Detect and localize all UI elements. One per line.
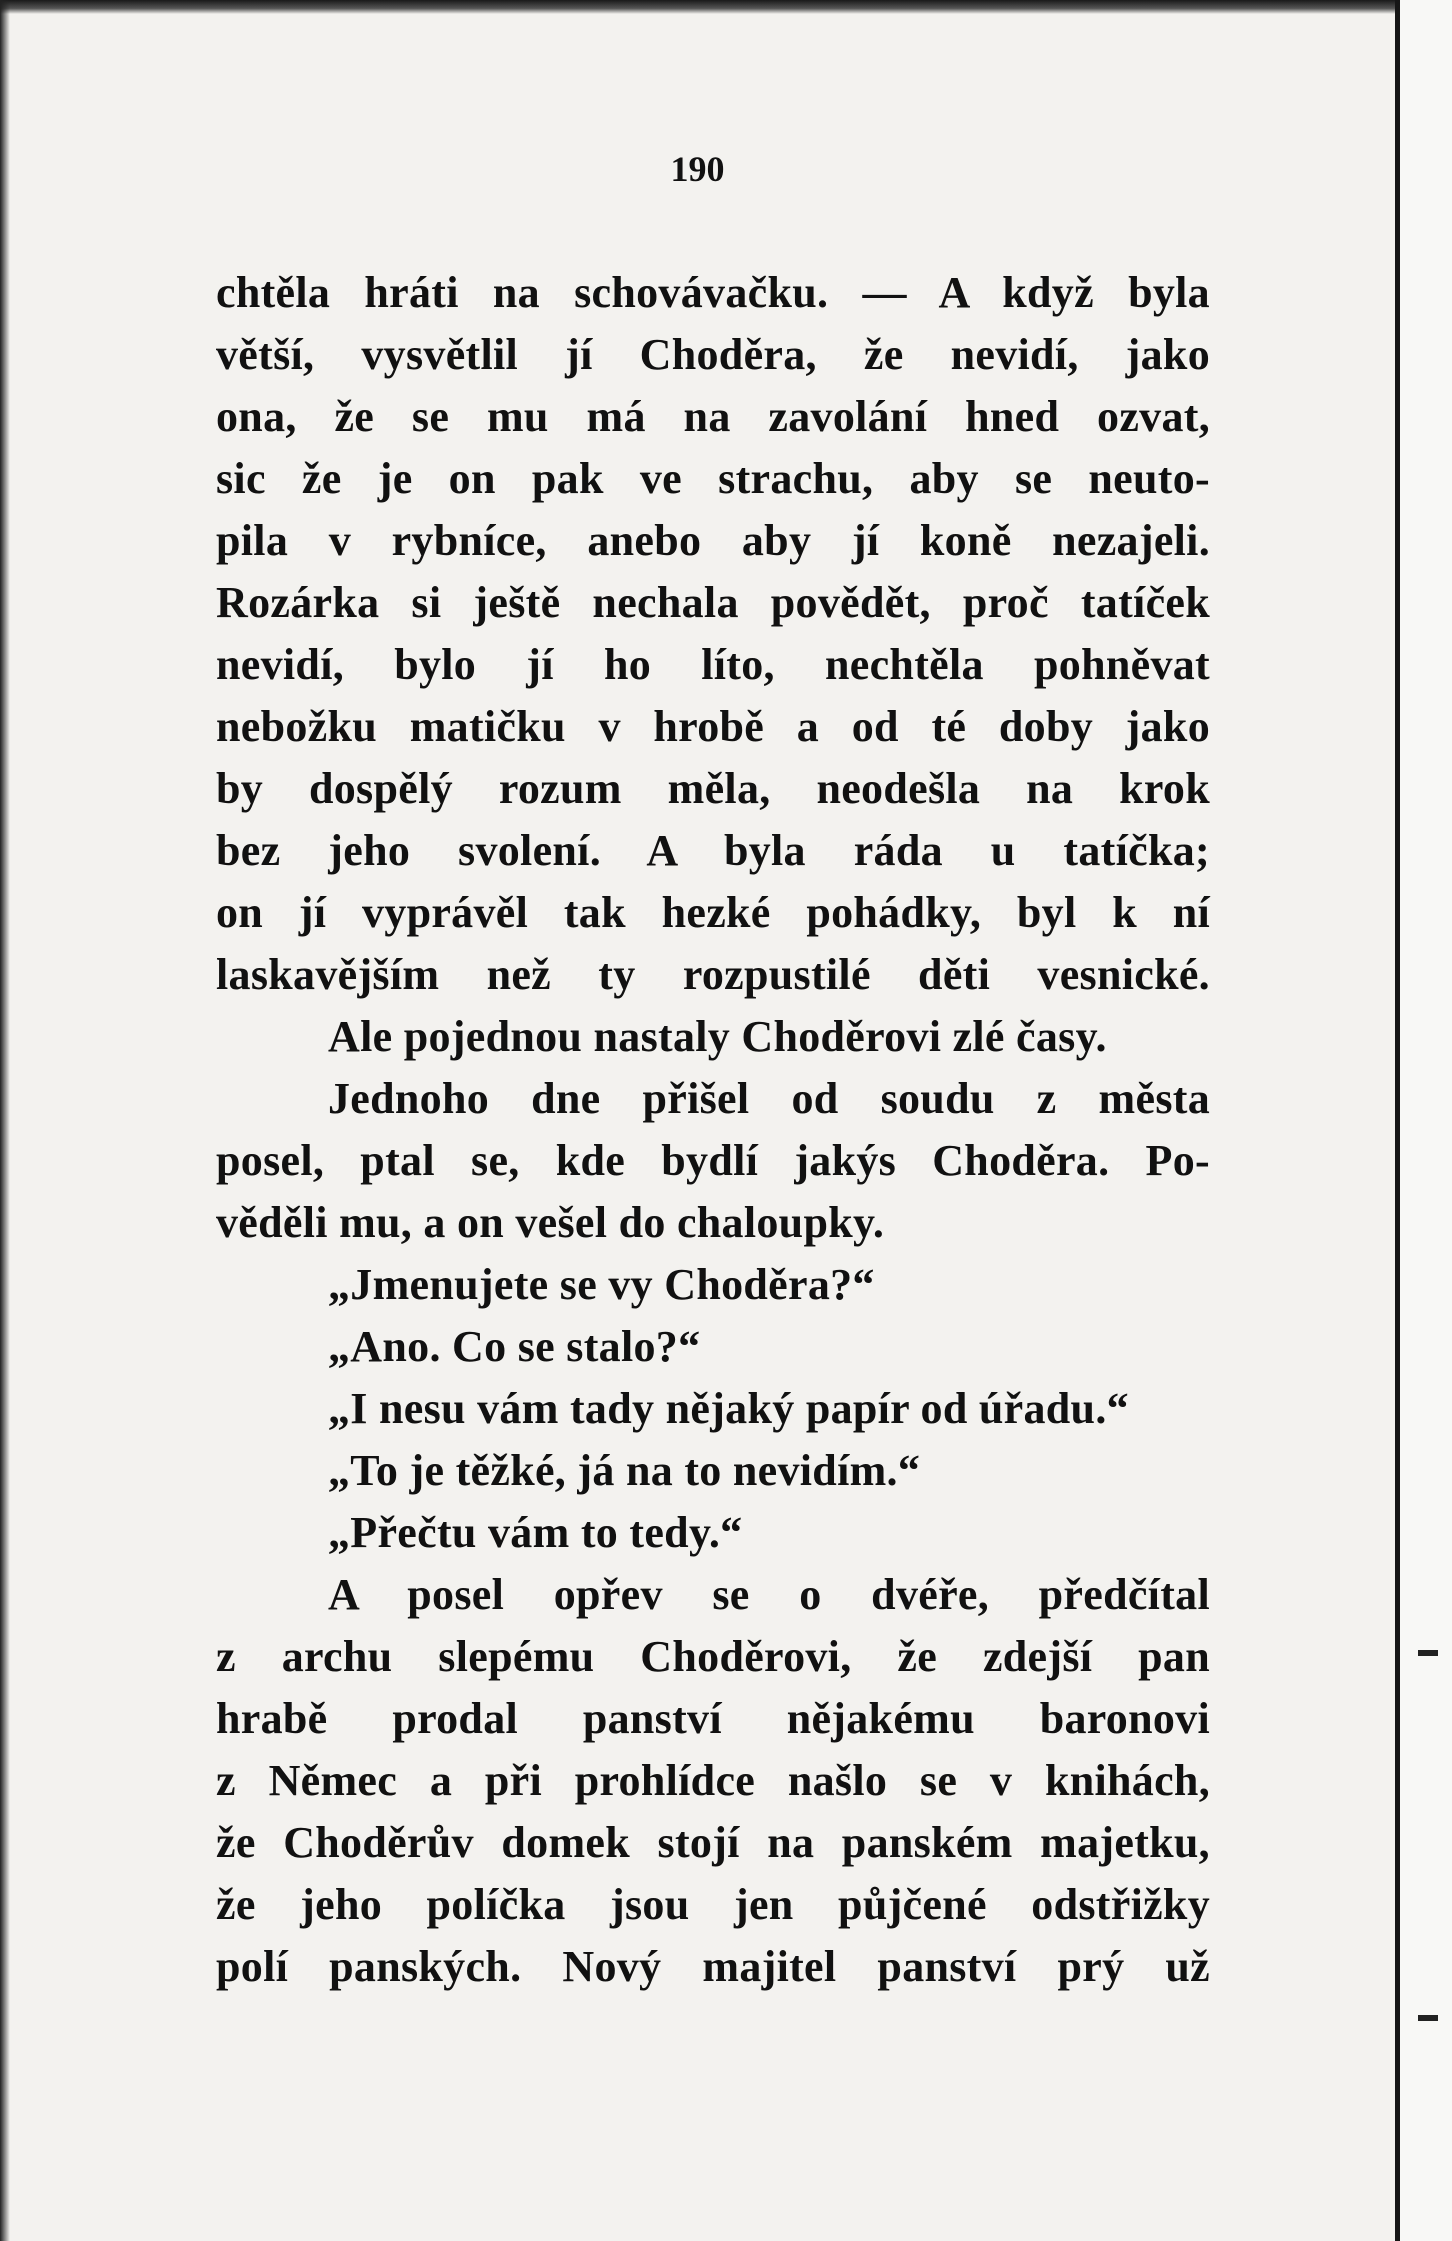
- text-line: bez jeho svolení. A byla ráda u tatíčka;: [216, 826, 1210, 875]
- text-line: Rozárka si ještě nechala povědět, proč tatíček: [216, 578, 1210, 627]
- text-line: by dospělý rozum měla, neodešla na krok: [216, 764, 1210, 813]
- text-line: laskavějším než ty rozpustilé děti vesnické.: [216, 950, 1210, 999]
- text-line: nevidí, bylo jí ho líto, nechtěla pohněvat: [216, 640, 1210, 689]
- text-line: „Ano. Co se stalo?“: [328, 1322, 701, 1371]
- scan-edge-mark: [1418, 2015, 1438, 2021]
- text-line: hrabě prodal panství nějakému baronovi: [216, 1694, 1210, 1743]
- scan-top-edge: [0, 0, 1452, 14]
- text-line: z Němec a při prohlídce našlo se v knihách,: [216, 1756, 1210, 1805]
- text-line: věděli mu, a on vešel do chaloupky.: [216, 1198, 885, 1247]
- text-line: chtěla hráti na schovávačku. — A když byla: [216, 268, 1210, 317]
- text-line: „I nesu vám tady nějaký papír od úřadu.“: [328, 1384, 1129, 1433]
- text-line: ona, že se mu má na zavolání hned ozvat,: [216, 392, 1210, 441]
- text-line: větší, vysvětlil jí Choděra, že nevidí, jako: [216, 330, 1210, 379]
- text-line: posel, ptal se, kde bydlí jakýs Choděra. Po-: [216, 1136, 1210, 1185]
- text-line: „To je těžké, já na to nevidím.“: [328, 1446, 921, 1495]
- scan-edge-mark: [1418, 1650, 1438, 1656]
- text-line: polí panských. Nový majitel panství prý už: [216, 1942, 1210, 1991]
- text-line: nebožku matičku v hrobě a od té doby jako: [216, 702, 1210, 751]
- scan-right-edge: [1395, 0, 1452, 2241]
- text-line: že Choděrův domek stojí na panském majetku,: [216, 1818, 1210, 1867]
- text-line: A posel opřev se o dvéře, předčítal: [328, 1570, 1210, 1619]
- page-number: 190: [670, 149, 725, 189]
- text-line: Jednoho dne přišel od soudu z města: [328, 1074, 1210, 1123]
- scan-left-edge: [0, 0, 10, 2241]
- text-line: že jeho políčka jsou jen půjčené odstřižky: [216, 1880, 1210, 1929]
- text-line: z archu slepému Choděrovi, že zdejší pan: [216, 1632, 1210, 1681]
- text-line: „Jmenujete se vy Choděra?“: [328, 1260, 875, 1309]
- text-line: on jí vyprávěl tak hezké pohádky, byl k ní: [216, 888, 1210, 937]
- page-text: [216, 262, 1210, 1998]
- text-line: pila v rybníce, anebo aby jí koně nezajeli.: [216, 516, 1210, 565]
- text-line: sic že je on pak ve strachu, aby se neuto-: [216, 454, 1210, 503]
- text-line: „Přečtu vám to tedy.“: [328, 1508, 743, 1557]
- text-line: Ale pojednou nastaly Choděrovi zlé časy.: [328, 1012, 1107, 1061]
